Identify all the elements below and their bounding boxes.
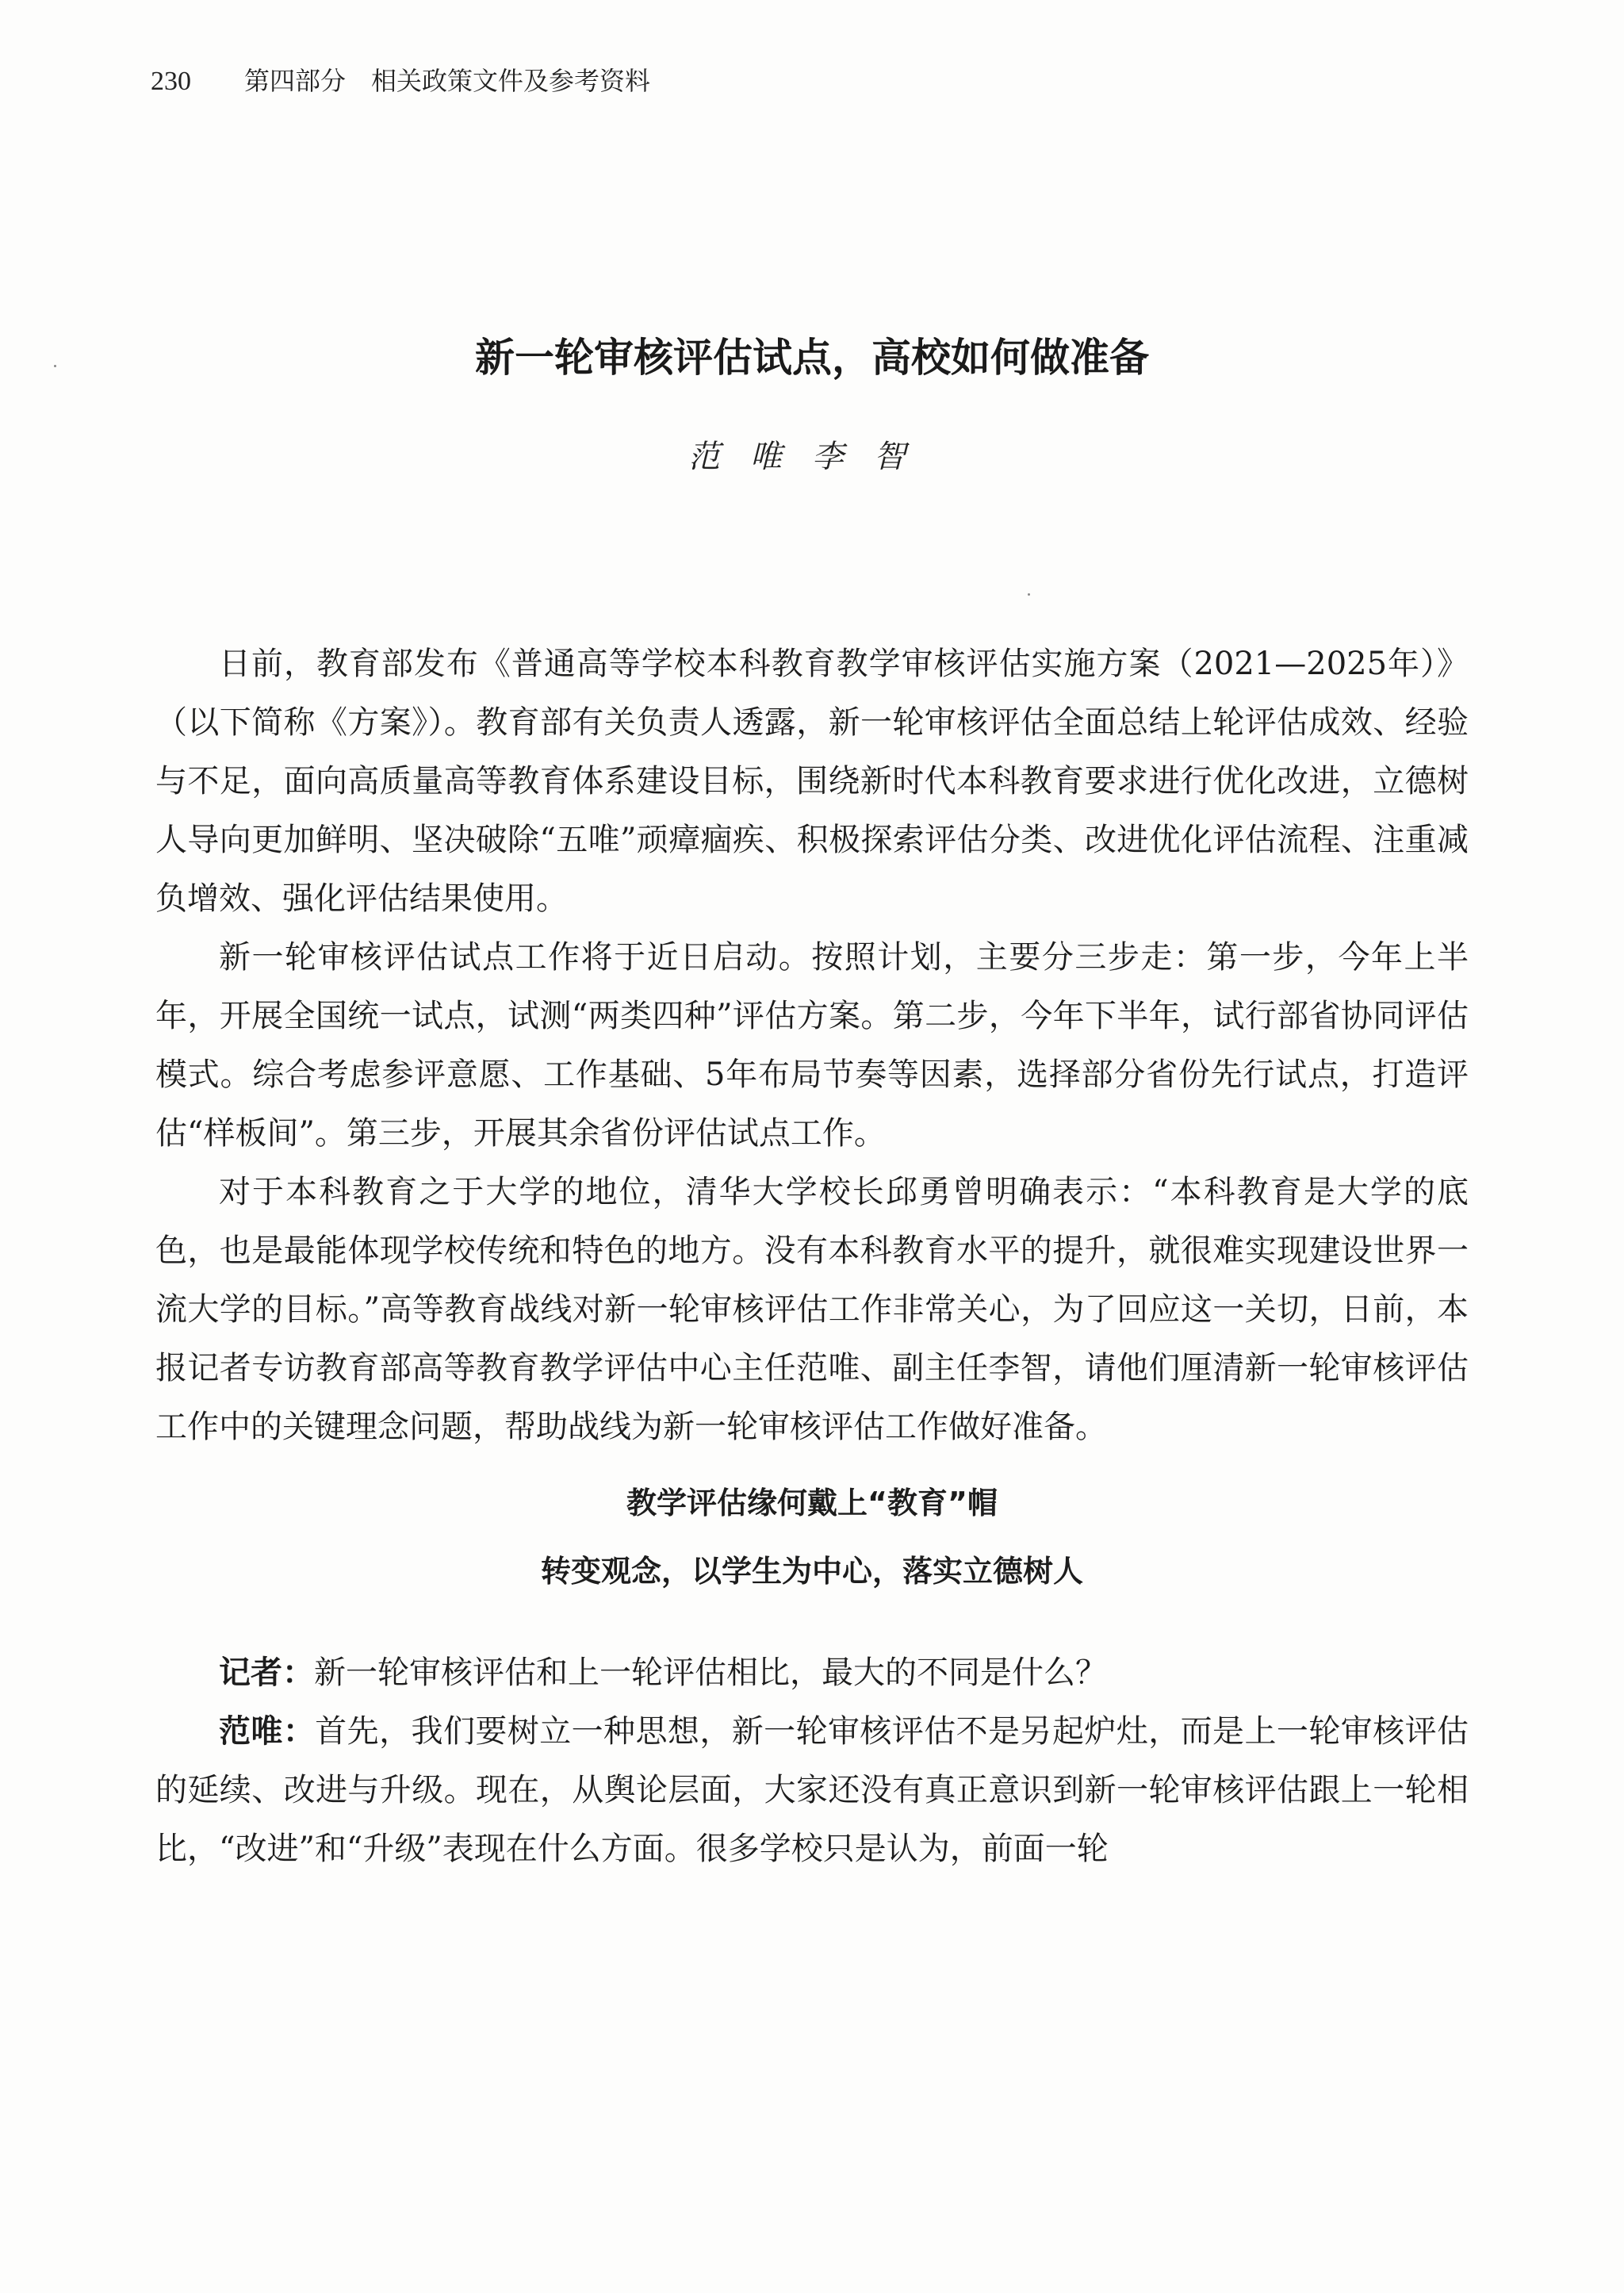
scan-speck [54, 365, 56, 367]
section-subhead: 教学评估缘何戴上“教育”帽 [626, 1486, 998, 1520]
scan-speck [1028, 593, 1030, 596]
dialogue-paragraph [155, 1702, 1469, 1878]
article-title: 新一轮审核评估试点，高校如何做准备 [475, 335, 1149, 381]
article-authors: 范唯李智 [688, 439, 936, 475]
speaker-label: 范唯： [219, 1713, 316, 1750]
dialogue-paragraph [155, 1643, 1469, 1702]
body-paragraph: 新一轮审核评估试点工作将于近日启动。按照计划，主要分三步走：第一步，今年上半年，开展全国统一试点，试测“两类四种”评估方案。第二步，今年下半年，试行部省协同评估模式。综合考虑参评意愿、工作基础、5年布局节奏等因素，选择部分省份先行试点，打造评估“样板间”。第三步，开展其余省份评估试点工作。 [155, 939, 1469, 1152]
dialogue-text: 首先，我们要树立一种思想，新一轮审核评估不是另起炉灶，而是上一轮审核评估的延续、改进与升级。现在，从舆论层面，大家还没有真正意识到新一轮审核评估跟上一轮相比，“改进”和“升级”表现在什么方面。很多学校只是认为，前面一轮 [155, 1713, 1469, 1867]
article-body [155, 635, 1469, 1878]
body-paragraph: 对于本科教育之于大学的地位，清华大学校长邱勇曾明确表示：“本科教育是大学的底色，也是最能体现学校传统和特色的地方。没有本科教育水平的提升，就很难实现建设世界一流大学的目标。”高等教育战线对新一轮审核评估工作非常关心，为了回应这一关切，日前，本报记者专访教育部高等教育教学评估中心主任范唯、副主任李智，请他们厘清新一轮审核评估工作中的关键理念问题，帮助战线为新一轮审核评估工作做好准备。 [155, 1174, 1469, 1445]
section-subhead: 转变观念，以学生为中心，落实立德树人 [540, 1554, 1083, 1589]
section-title: 第四部分 相关政策文件及参考资料 [244, 66, 651, 96]
body-paragraph: 日前，教育部发布《普通高等学校本科教育教学审核评估实施方案（2021—2025年）》（以下简称《方案》）。教育部有关负责人透露，新一轮审核评估全面总结上轮评估成效、经验与不足，面向高质量高等教育体系建设目标，围绕新时代本科教育要求进行优化改进，立德树人导向更加鲜明、坚决破除“五唯”顽瘴痼疾、积极探索评估分类、改进优化评估流程、注重减负增效、强化评估结果使用。 [155, 646, 1469, 917]
dialogue-text: 新一轮审核评估和上一轮评估相比，最大的不同是什么？ [314, 1655, 1107, 1691]
speaker-label: 记者： [219, 1655, 314, 1691]
running-header [151, 65, 650, 98]
page-number: 230 [151, 67, 191, 96]
